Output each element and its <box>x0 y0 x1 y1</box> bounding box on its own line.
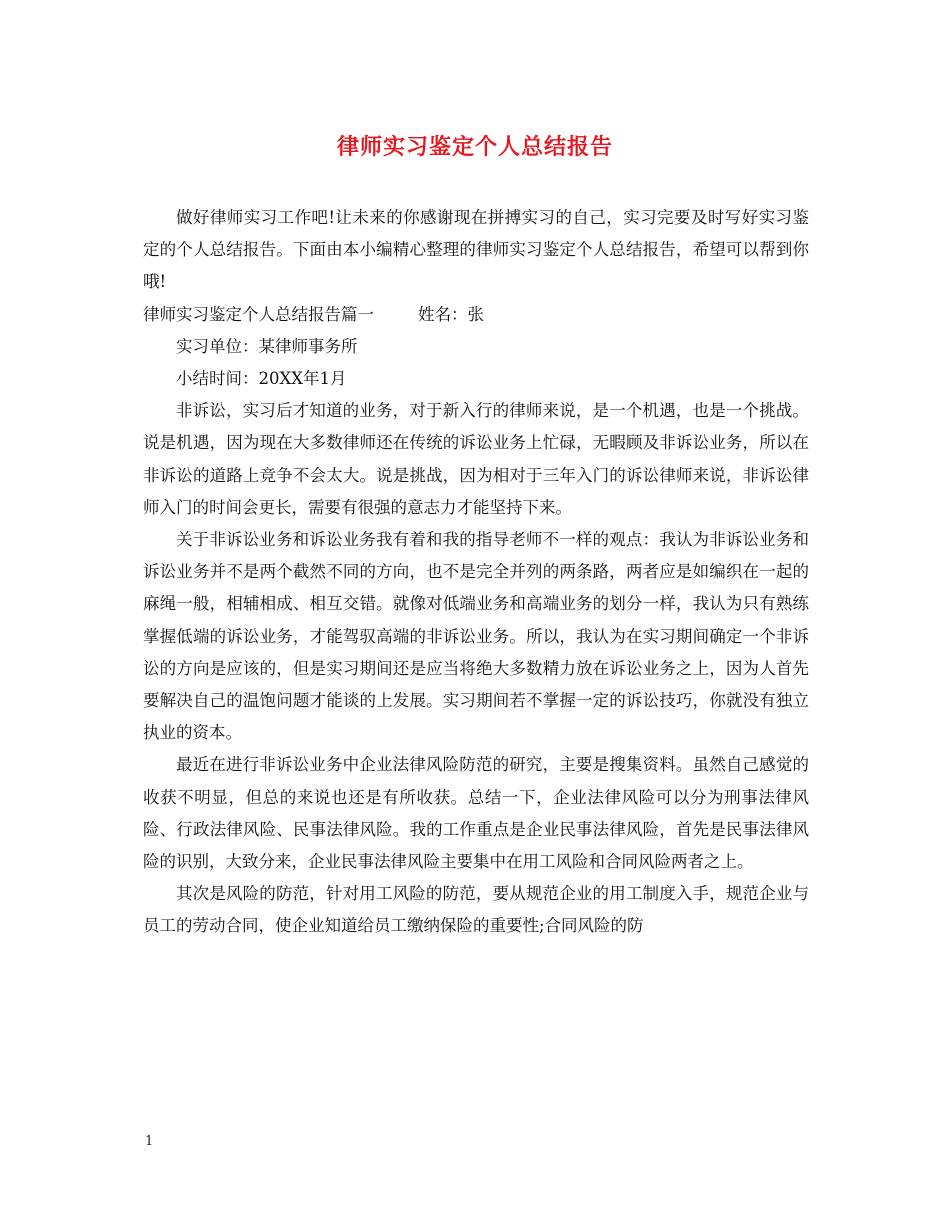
author-name-field: 姓名：张 <box>418 304 484 324</box>
section-heading: 律师实习鉴定个人总结报告篇一 <box>143 304 374 324</box>
document-title: 律师实习鉴定个人总结报告 <box>336 134 613 160</box>
body-paragraph: 关于非诉讼业务和诉讼业务我有着和我的指导老师不一样的观点：我认为非诉讼业务和诉讼业务并不是两个截然不同的方向，也不是完全并列的两条路，两者应是如编织在一起的麻绳一般，相辅相成、相互交错。就像对低端业务和高端业务的划分一样，我认为只有熟练掌握低端的诉讼业务，才能驾驭高端的非诉讼业务。所以，我认为在实习期间确定一个非诉讼的方向是应该的，但是实习期间还是应当将绝大多数精力放在诉讼业务之上，因为人首先要解决自己的温饱问题才能谈的上发展。实习期间若不掌握一定的诉讼技巧，你就没有独立执业的资本。 <box>143 530 809 743</box>
body-paragraph: 最近在进行非诉讼业务中企业法律风险防范的研究，主要是搜集资料。虽然自己感觉的收获不明显，但总的来说也还是有所收获。总结一下，企业法律风险可以分为刑事法律风险、行政法律风险、民事法律风险。我的工作重点是企业民事法律风险，首先是民事法律风险的识别，大致分来，企业民事法律风险主要集中在用工风险和合同风险两者之上。 <box>143 755 809 872</box>
intro-paragraph: 做好律师实习工作吧!让未来的你感谢现在拼搏实习的自己，实习完要及时写好实习鉴定的个人总结报告。下面由本小编精心整理的律师实习鉴定个人总结报告，希望可以帮到你哦! <box>143 208 809 292</box>
body-paragraph: 非诉讼，实习后才知道的业务，对于新入行的律师来说，是一个机遇，也是一个挑战。说是机遇，因为现在大多数律师还在传统的诉讼业务上忙碌，无暇顾及非诉讼业务，所以在非诉讼的道路上竞争不会太大。说是挑战，因为相对于三年入门的诉讼律师来说，非诉讼律师入门的时间会更长，需要有很强的意志力才能坚持下来。 <box>143 401 809 517</box>
internship-unit-field: 实习单位：某律师事务所 <box>176 336 358 356</box>
body-paragraph: 其次是风险的防范，针对用工风险的防范，要从规范企业的用工制度入手，规范企业与员工的劳动合同，使企业知道给员工缴纳保险的重要性;合同风险的防 <box>143 884 809 936</box>
section-heading-line <box>143 299 809 331</box>
document-body <box>143 202 809 943</box>
page-number: 1 <box>145 1134 154 1149</box>
summary-time-field: 小结时间：20XX年1月 <box>176 369 347 389</box>
